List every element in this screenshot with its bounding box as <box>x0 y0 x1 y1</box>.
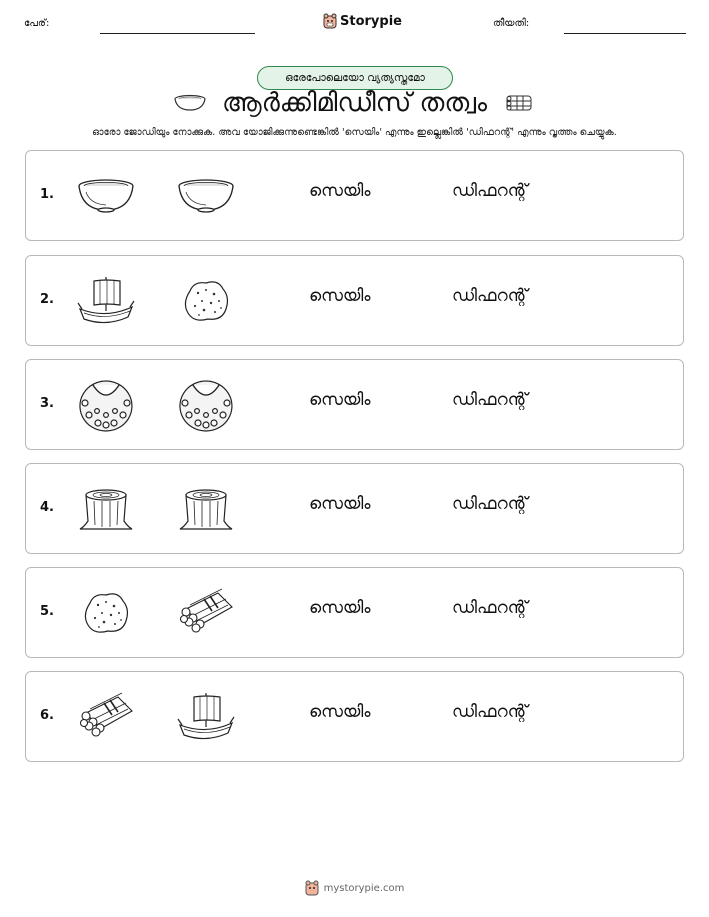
same-option[interactable]: സെയിം <box>309 702 371 722</box>
storypie-mascot-icon <box>323 13 337 29</box>
question-row <box>25 671 684 762</box>
question-row <box>25 463 684 554</box>
question-row <box>25 255 684 346</box>
question-number: 6. <box>40 708 54 723</box>
different-option[interactable]: ഡിഫറന്റ് <box>452 702 528 722</box>
same-option[interactable]: സെയിം <box>309 390 371 410</box>
page-title: ആർക്കിമിഡീസ് തത്വം <box>222 88 487 118</box>
question-number: 3. <box>40 396 54 411</box>
same-option[interactable]: സെയിം <box>309 286 371 306</box>
different-option[interactable]: ഡിഫറന്റ് <box>452 181 528 201</box>
same-option[interactable]: സെയിം <box>309 598 371 618</box>
different-option[interactable]: ഡിഫറന്റ് <box>452 494 528 514</box>
storypie-mascot-icon <box>305 880 319 896</box>
brand-logo <box>323 13 402 29</box>
same-option[interactable]: സെയിം <box>309 181 371 201</box>
question-number: 4. <box>40 500 54 515</box>
bowl-icon <box>176 168 236 224</box>
date-line[interactable] <box>564 33 686 34</box>
topic-badge: ഒരേപോലെയോ വ്യത്യസ്തമോ <box>257 66 453 90</box>
date-label: തീയതി: <box>493 18 530 29</box>
name-line[interactable] <box>100 33 255 34</box>
ship-icon <box>176 689 236 745</box>
name-label: പേര്: <box>24 18 50 29</box>
same-option[interactable]: സെയിം <box>309 494 371 514</box>
log-bundle-icon <box>76 689 136 745</box>
sponge-icon <box>176 273 236 329</box>
question-row <box>25 359 684 450</box>
log-bundle-icon <box>176 585 236 641</box>
question-row <box>25 567 684 658</box>
crown-ring-icon <box>76 377 136 433</box>
different-option[interactable]: ഡിഫറന്റ് <box>452 390 528 410</box>
crown-ring-icon <box>176 377 236 433</box>
footer-site[interactable]: mystorypie.com <box>323 882 405 894</box>
ship-icon <box>76 273 136 329</box>
bowl-icon <box>76 168 136 224</box>
footer <box>0 880 709 896</box>
question-number: 1. <box>40 187 54 202</box>
brand-name: Storypie <box>340 13 402 29</box>
sponge-icon <box>76 585 136 641</box>
log-bundle-icon <box>503 94 537 112</box>
tree-stump-icon <box>176 481 236 537</box>
different-option[interactable]: ഡിഫറന്റ് <box>452 286 528 306</box>
question-number: 2. <box>40 292 54 307</box>
question-number: 5. <box>40 604 54 619</box>
instructions: ഓരോ ജോഡിയും നോക്കുക. അവ യോജിക്കുന്നുണ്ടെങ്കിൽ 'സെയിം' എന്നും ഇല്ലെങ്കിൽ 'ഡിഫറന്റ്' എന്നും വൃത്തം ചെയ്യുക. <box>92 127 617 138</box>
tree-stump-icon <box>76 481 136 537</box>
different-option[interactable]: ഡിഫറന്റ് <box>452 598 528 618</box>
question-row <box>25 150 684 241</box>
